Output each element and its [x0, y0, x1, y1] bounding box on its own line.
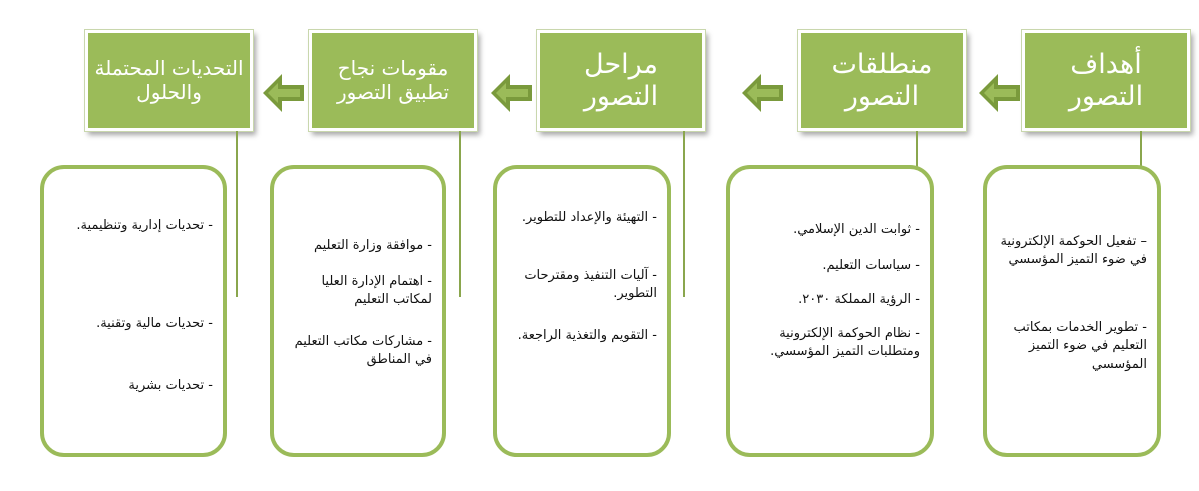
- stage-3-connector: [683, 131, 685, 297]
- stage-3-item-2: - آليات التنفيذ ومقترحات التطوير.: [524, 268, 657, 302]
- stage-4-title-line-1: مقومات نجاح: [337, 55, 449, 80]
- stage-3-item-3: - التقويم والتغذية الراجعة.: [517, 328, 657, 343]
- stage-4-title-line-2: تطبيق التصور: [336, 79, 450, 104]
- stage-2-title-line-1: منطلقات: [831, 48, 933, 80]
- stage-2-item-1: - ثوابت الدين الإسلامي.: [793, 222, 920, 237]
- stage-5-item-2: - تحديات مالية وتقنية.: [96, 316, 213, 331]
- stage-5-connector: [236, 131, 238, 297]
- stage-1-item-2: - تطوير الخدمات بمكاتب التعليم في ضوء التميز المؤسسي: [1013, 320, 1147, 372]
- stage-3-header: [537, 30, 705, 131]
- stage-1-title-line-1: أهداف: [1070, 48, 1142, 80]
- stage-1-item-1: – تفعيل الحوكمة الإلكترونية في ضوء التميز المؤسسي: [1000, 234, 1147, 268]
- stage-3-item-1: - التهيئة والإعداد للتطوير.: [521, 210, 657, 225]
- stage-1-title-line-2: التصور: [1068, 80, 1144, 112]
- left-arrow-icon: [976, 70, 1022, 116]
- stage-4-header: [309, 30, 477, 131]
- stage-5-title-line-1: التحديات المحتملة: [94, 55, 244, 80]
- left-arrow-icon: [739, 70, 785, 116]
- stage-2-title-line-2: التصور: [844, 80, 920, 112]
- stage-1-box: [983, 165, 1161, 457]
- stage-2-box: [726, 165, 934, 457]
- stage-5-header: [85, 30, 253, 131]
- stage-5-title-line-2: والحلول: [136, 79, 202, 104]
- stage-4-connector: [459, 131, 461, 297]
- stage-2-item-2: - سياسات التعليم.: [822, 258, 920, 273]
- stage-3-box: [493, 165, 671, 457]
- stage-1-header: [1022, 30, 1190, 131]
- left-arrow-icon: [488, 70, 534, 116]
- stage-3-title-line-2: التصور: [583, 80, 659, 112]
- stage-5-item-1: - تحديات إدارية وتنظيمية.: [76, 218, 213, 233]
- stage-4-item-1: - موافقة وزارة التعليم: [313, 238, 432, 253]
- stage-2-header: [798, 30, 966, 131]
- stage-5-box: [40, 165, 227, 457]
- stage-4-item-3: - مشاركات مكاتب التعليم في المناطق: [294, 334, 432, 368]
- stage-2-item-4: - نظام الحوكمة الإلكترونية ومتطلبات التميز المؤسسي.: [770, 326, 920, 360]
- stage-4-item-2: - اهتمام الإدارة العليا لمكاتب التعليم: [321, 274, 432, 308]
- stage-2-item-3: - الرؤية المملكة ٢٠٣٠.: [798, 292, 920, 307]
- stage-3-title-line-1: مراحل: [584, 48, 658, 80]
- left-arrow-icon: [260, 70, 306, 116]
- stage-4-box: [270, 165, 446, 457]
- stage-5-item-3: - تحديات بشرية: [128, 378, 213, 393]
